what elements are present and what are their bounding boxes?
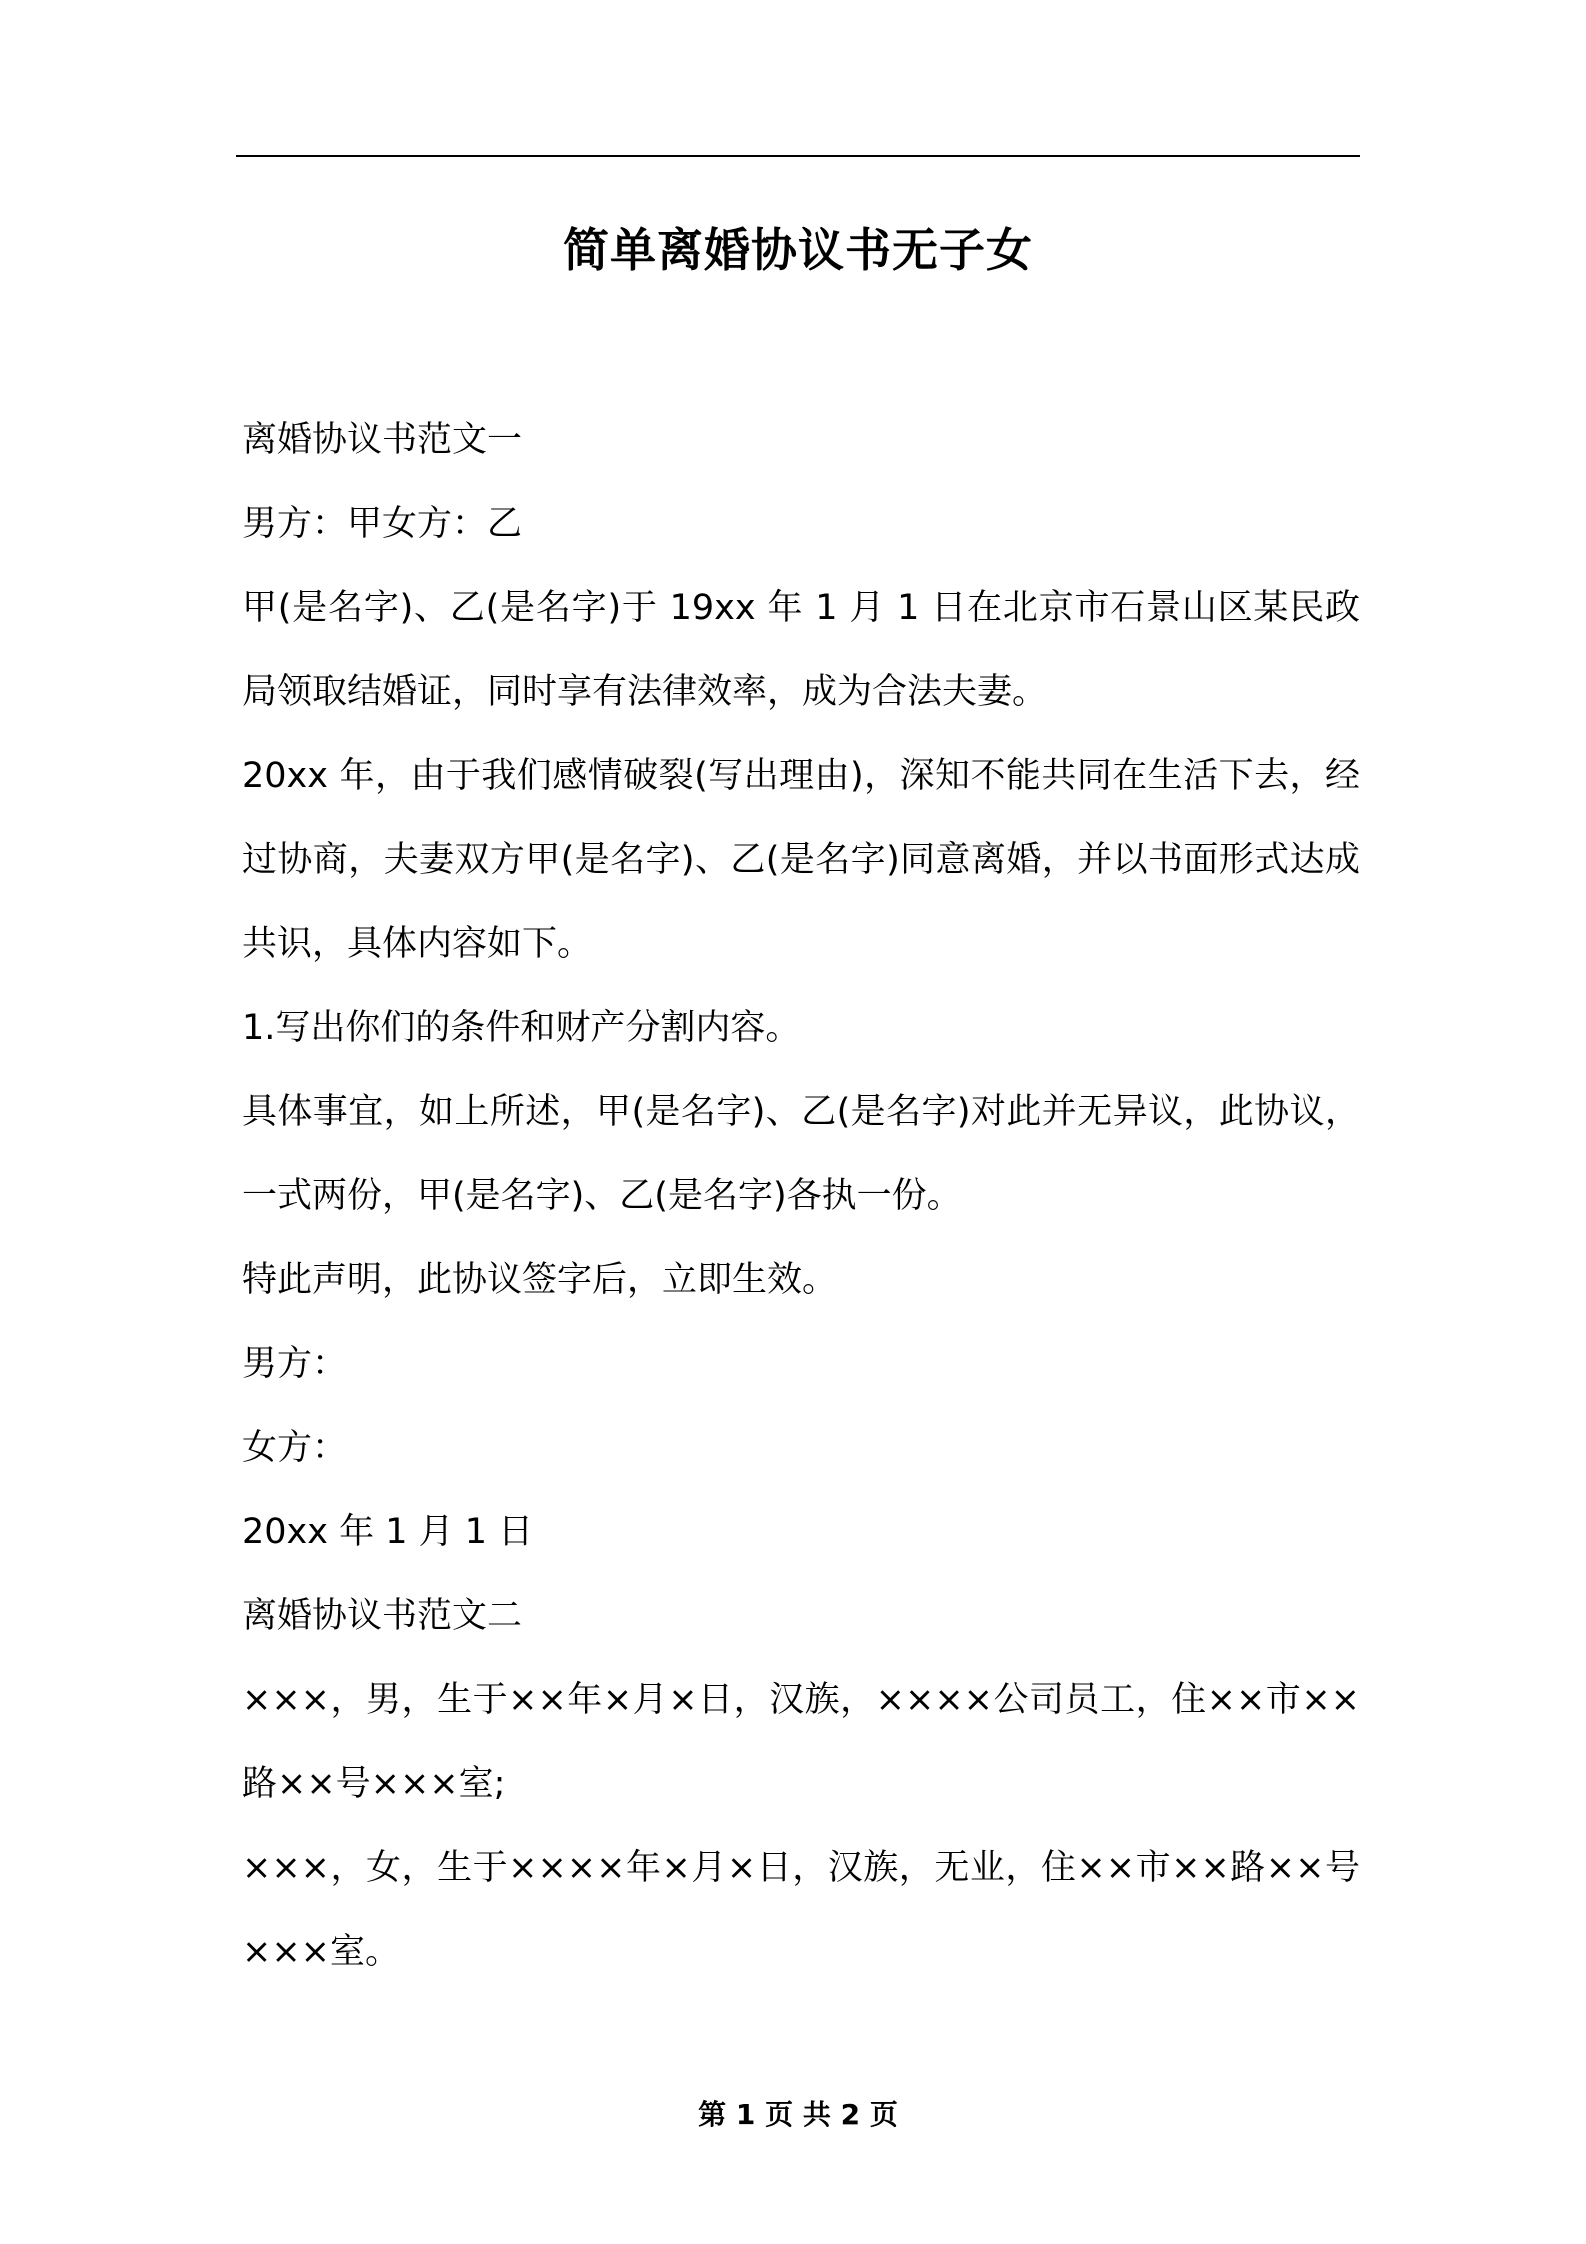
document-body — [242, 398, 1360, 1994]
paragraph-agreement: 具体事宜，如上所述，甲(是名字)、乙(是名字)对此并无异议，此协议，一式两份，甲(是名字)、乙(是名字)各执一份。 — [242, 1092, 1360, 1216]
page-number-footer: 第 1 页 共 2 页 — [698, 2098, 898, 2131]
paragraph-wife-signature: 女方： — [242, 1428, 348, 1468]
paragraph-husband-info: ×××，男，生于××年×月×日，汉族，××××公司员工，住××市××路××号×××室; — [242, 1680, 1360, 1804]
paragraph-marriage-registration: 甲(是名字)、乙(是名字)于 19xx 年 1 月 1 日在北京市石景山区某民政局领取结婚证，同时享有法律效率，成为合法夫妻。 — [242, 588, 1360, 712]
paragraph-terms: 1.写出你们的条件和财产分割内容。 — [242, 1008, 801, 1048]
document-title: 简单离婚协议书无子女 — [563, 223, 1033, 277]
paragraph-divorce-reason: 20xx 年，由于我们感情破裂(写出理由)，深知不能共同在生活下去，经过协商，夫妻双方甲(是名字)、乙(是名字)同意离婚，并以书面形式达成共识，具体内容如下。 — [242, 756, 1360, 964]
paragraph-declaration: 特此声明，此协议签字后，立即生效。 — [242, 1260, 838, 1300]
paragraph-wife-info: ×××，女，生于××××年×月×日，汉族，无业，住××市××路××号×××室。 — [242, 1848, 1360, 1972]
paragraph-section-heading-1: 离婚协议书范文一 — [242, 420, 523, 460]
paragraph-date: 20xx 年 1 月 1 日 — [242, 1512, 534, 1552]
paragraph-section-heading-2: 离婚协议书范文二 — [242, 1596, 523, 1636]
paragraph-parties: 男方：甲女方：乙 — [242, 504, 523, 544]
header-rule — [236, 155, 1360, 157]
paragraph-husband-signature: 男方： — [242, 1344, 348, 1384]
